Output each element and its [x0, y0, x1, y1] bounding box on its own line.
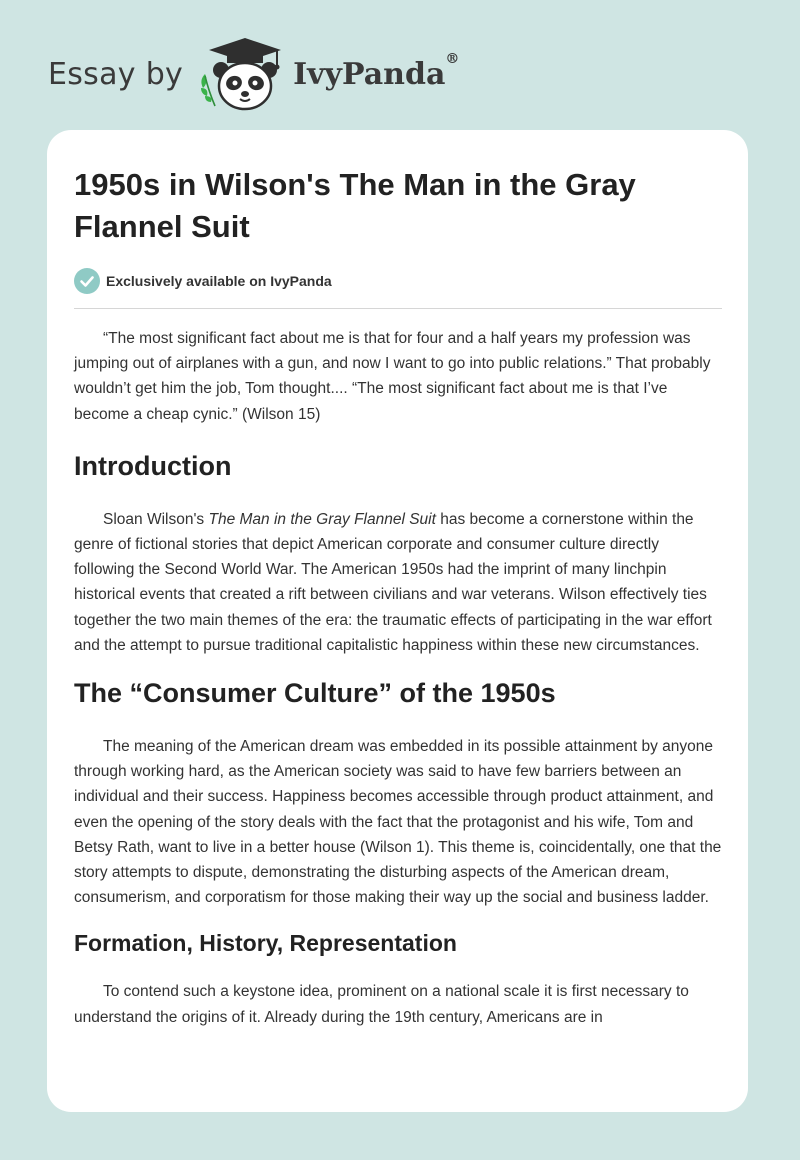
divider	[74, 308, 722, 309]
formation-paragraph: To contend such a keystone idea, prominent on a national scale it is first necessary to understand the origins of it. Already during the 19th century, Americans are in	[74, 983, 689, 1026]
section-heading-introduction: Introduction	[74, 450, 232, 481]
brand-prefix: Essay by	[48, 56, 184, 92]
section-heading-formation: Formation, History, Representation	[74, 930, 457, 957]
panda-graduate-icon	[197, 36, 287, 112]
essay-title: 1950s in Wilson's The Man in the Gray Flannel Suit	[74, 167, 636, 244]
essay-content	[74, 164, 722, 1030]
exclusive-badge-text: Exclusively available on IvyPanda	[106, 273, 332, 289]
exclusive-badge	[74, 267, 722, 295]
intro-text-before: Sloan Wilson's	[103, 510, 209, 528]
brand-header[interactable]	[48, 34, 459, 114]
intro-text-after: has become a cornerstone within the genre of fictional stories that depict American corporate and consumer culture directly following the Second World War. The American 1950s had the imprint of many linchpin historical events that created a rift between civilians and war veterans. Wilson effectively ties together the two main themes of the era: the traumatic effects of participating in the war effort and the attempt to pursue traditional capitalistic happiness within these new circumstances.	[74, 510, 712, 654]
section-heading-consumer-culture: The “Consumer Culture” of the 1950s	[74, 678, 556, 709]
registered-mark: ®	[445, 50, 460, 67]
book-title: The Man in the Gray Flannel Suit	[208, 510, 436, 528]
consumer-culture-paragraph: The meaning of the American dream was embedded in its possible attainment by anyone through working hard, as the American society was said to have few barriers between an individual and their success. Happiness becomes accessible through product attainment, and even the opening of the story deals with the fact that the protagonist and his wife, Tom and Betsy Rath, want to live in a better house (Wilson 1). This theme is, coincidentally, one that the story attempts to dispute, demonstrating the disturbing aspects of the American dream, consumerism, and corporatism for those making their way up the social and business ladder.	[74, 738, 722, 907]
check-circle-icon	[74, 268, 100, 294]
opening-quote: “The most significant fact about me is that for four and a half years my profession was jumping out of airplanes with a gun, and now I want to go into public relations.” That probably wouldn’t get him the job, Tom thought.... “The most significant fact about me is that I’ve become a cheap cynic.” (Wilson 15)	[74, 330, 711, 423]
introduction-paragraph	[74, 507, 722, 658]
brand-name-text: IvyPanda	[293, 56, 446, 92]
essay-card	[47, 130, 748, 1112]
brand-name	[293, 50, 460, 92]
